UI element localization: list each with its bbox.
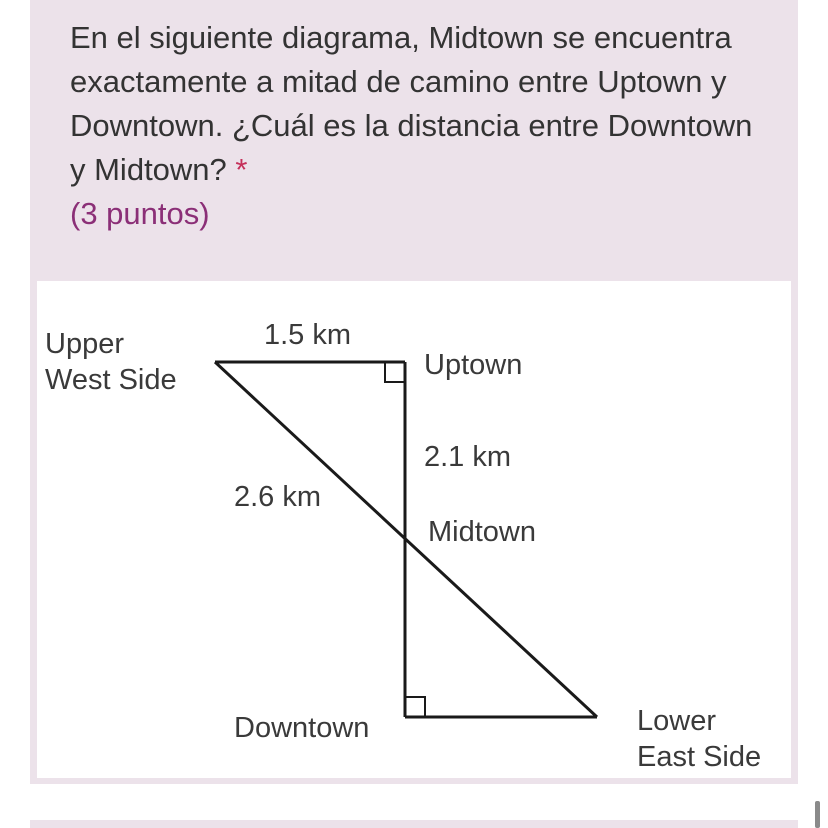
- question-card: [30, 0, 798, 784]
- label-upper-west-side-line1: Upper: [45, 328, 124, 360]
- question-text: En el siguiente diagrama, Midtown se encuentra exactamente a mitad de camino entre Uptown y Downtown. ¿Cuál es la distancia entre Downtown y Midtown?: [70, 20, 753, 187]
- right-angle-marker-uptown: [385, 362, 405, 382]
- label-downtown: Downtown: [234, 712, 370, 744]
- next-question-card-edge: [30, 820, 798, 828]
- question-points: (3 puntos): [70, 196, 210, 231]
- label-upper-west-side-line2: West Side: [45, 364, 177, 396]
- required-mark: *: [235, 152, 248, 187]
- triangle-diagram: [37, 281, 791, 778]
- label-lower-east-side-line2: East Side: [637, 741, 762, 773]
- label-top-distance: 1.5 km: [264, 319, 352, 351]
- label-vertical-distance: 2.1 km: [424, 441, 512, 473]
- label-midtown: Midtown: [428, 516, 536, 548]
- scrollbar-thumb[interactable]: [815, 801, 820, 828]
- label-diagonal-distance: 2.6 km: [234, 481, 322, 513]
- right-angle-marker-downtown: [405, 697, 425, 717]
- label-lower-east-side-line1: Lower: [637, 705, 716, 737]
- label-uptown: Uptown: [424, 349, 523, 381]
- question-diagram: [37, 281, 791, 778]
- question-text-block: [70, 16, 770, 236]
